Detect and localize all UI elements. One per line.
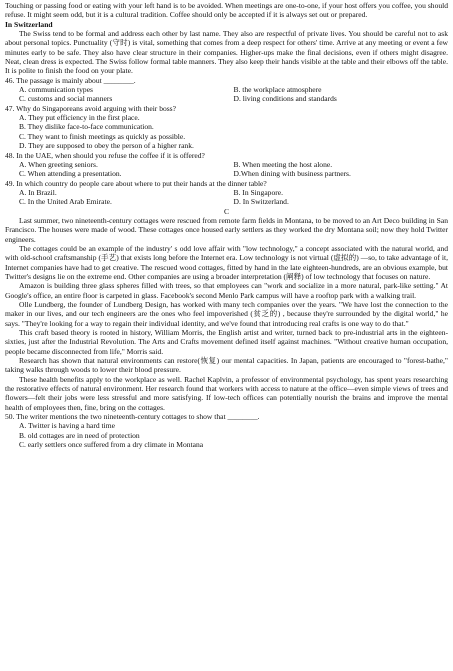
- answer-option[interactable]: A. In Brazil.: [19, 187, 57, 197]
- question-block: [5, 76, 448, 104]
- passage-paragraph: These health benefits apply to the workplace as well. Rachel Kaplvin, a professor of environmental psychology, has spent years researching the restorative effects of natural environment. Her research found that workers with access to nature at the office—even simple views of trees and flowers—felt their jobs were less stressful and more satisfying. If low-tech offices can potentially nourish the brains and improve the mental health of employees then, fine, bring on the cottages.: [5, 374, 448, 412]
- answer-option[interactable]: B. When meeting the host alone.: [233, 159, 333, 169]
- question-options: [5, 85, 448, 104]
- answer-option[interactable]: B. In Singapore.: [233, 187, 283, 197]
- question-options: [5, 188, 448, 207]
- question-options: [5, 421, 448, 449]
- intro-paragraph: Touching or passing food or eating with your left hand is to be avoided. When meetings are one-to-one, if your host offers you coffee, you should refuse. It might seem odd, but it is a cultural tradition. Coffee should only be accepted if it is always set out or prepared.: [5, 1, 448, 20]
- questions-section-a: [5, 76, 448, 207]
- answer-option[interactable]: B. old cottages are in need of protection: [19, 430, 140, 440]
- answer-option[interactable]: A. When greeting seniors.: [19, 159, 98, 169]
- passage-paragraph: Olle Lundberg, the founder of Lundberg Design, has worked with many tech companies over the years. "We have lost the connection to the maker in our lives, and our tech engineers are the ones who feel impoverished (贫乏的) , because they're surrounded by the digital world," he says. "They're looking for a way to regain their individual identity, and we've found that introducing real crafts is one way to do that.": [5, 300, 448, 328]
- passage-paragraph: The cottages could be an example of the industry' s odd love affair with "low technology," a concept associated with the natural world, and with old-school craftsmanship (手艺) that exists long before the Internet era. Low technology is not virtual (虚拟的) —so, to take advantage of it, Internet companies have had to get creative. The rescued wood cottages, fitted by hand in the late eighteen-hundreds, are an obvious example, but Twitter's designs lie on the extreme end. Other companies are using a broader interpretation (阐释) of low technology that focuses on nature.: [5, 243, 448, 281]
- question-options: [5, 113, 448, 150]
- answer-option[interactable]: C. They want to finish meetings as quickly as possible.: [19, 131, 186, 141]
- section-c-label: C: [223, 206, 230, 216]
- question-stem: 49. In which country do people care about where to put their hands at the dinner table?: [5, 178, 267, 188]
- answer-option[interactable]: D.When dining with business partners.: [233, 169, 351, 179]
- answer-option[interactable]: D. living conditions and standards: [233, 94, 337, 104]
- answer-option[interactable]: C. customs and social manners: [19, 94, 113, 104]
- switzerland-heading: In Switzerland: [5, 19, 53, 29]
- passage-paragraph: This craft based theory is rooted in history, William Morris, the English artist and writer, turned back to pre-industrial arts in the eighteen-sixties, just after the Industrial Revolution. The Arts and Crafts movement defined itself against machines. "Without creative human occupation, people became disconnected from life," Morris said.: [5, 328, 448, 356]
- passage-c: [5, 216, 448, 412]
- question-stem: 48. In the UAE, when should you refuse the coffee if it is offered?: [5, 150, 205, 160]
- passage-paragraph: Last summer, two nineteenth-century cottages were rescued from remote farm fields in Montana, to be moved to an Art Deco building in San Francisco. The houses were made of wood. These cottages once housed early settlers as they worked the dry Montana soil; now they hold Twitter engineers.: [5, 215, 448, 244]
- switzerland-paragraph: The Swiss tend to be formal and address each other by last name. They also are respectful of private lives. You should be careful not to ask about personal topics. Punctuality (守时) is vital, something that comes from a deep respect for others' time. Arrive at any meeting or event a few minutes early to be safe. They also have clear structure in their companies. Higher-ups make the final decisions, even if others might disagree. Neat, clean dress is expected. The Swiss follow formal table manners. They also keep their hands visible at the table and their elbows off the table. It is polite to finish the food on your plate.: [5, 29, 448, 76]
- question-stem: 50. The writer mentions the two nineteenth-century cottages to show that ________.: [5, 412, 260, 422]
- answer-option[interactable]: A. communication types: [19, 85, 93, 95]
- passage-paragraph: Research has shown that natural environments can restore(恢复) our mental capacities. In Japan, patients are encouraged to "forest-bathe," taking walks through woods to lower their blood pressure.: [5, 356, 448, 375]
- question-50: [5, 412, 448, 449]
- answer-option[interactable]: B. the workplace atmosphere: [233, 85, 322, 95]
- question-stem: 47. Why do Singaporeans avoid arguing with their boss?: [5, 103, 176, 113]
- answer-option[interactable]: D. In Switzerland.: [233, 197, 289, 207]
- question-stem: 46. The passage is mainly about ________.: [5, 75, 136, 85]
- question-options: [5, 160, 448, 179]
- answer-option[interactable]: D. They are supposed to obey the person of a higher rank.: [19, 141, 194, 151]
- question-block: [5, 151, 448, 179]
- question-block: [5, 179, 448, 207]
- answer-option[interactable]: A. Twitter is having a hard time: [19, 421, 115, 431]
- answer-option[interactable]: C. In the United Arab Emirate.: [19, 197, 112, 207]
- passage-paragraph: Amazon is building three glass spheres filled with trees, so that employees can "work and socialize in a more natural, park-like setting." At Google's office, an entire floor is carpeted in glass. Facebook's second Menlo Park campus will have a rooftop park with a walking trail.: [5, 281, 448, 300]
- answer-option[interactable]: C. early settlers once suffered from a dry climate in Montana: [19, 440, 204, 450]
- question-block: [5, 104, 448, 151]
- answer-option[interactable]: A. They put efficiency in the first place.: [19, 113, 140, 123]
- answer-option[interactable]: C. When attending a presentation.: [19, 169, 122, 179]
- answer-option[interactable]: B. They dislike face-to-face communication.: [19, 122, 154, 132]
